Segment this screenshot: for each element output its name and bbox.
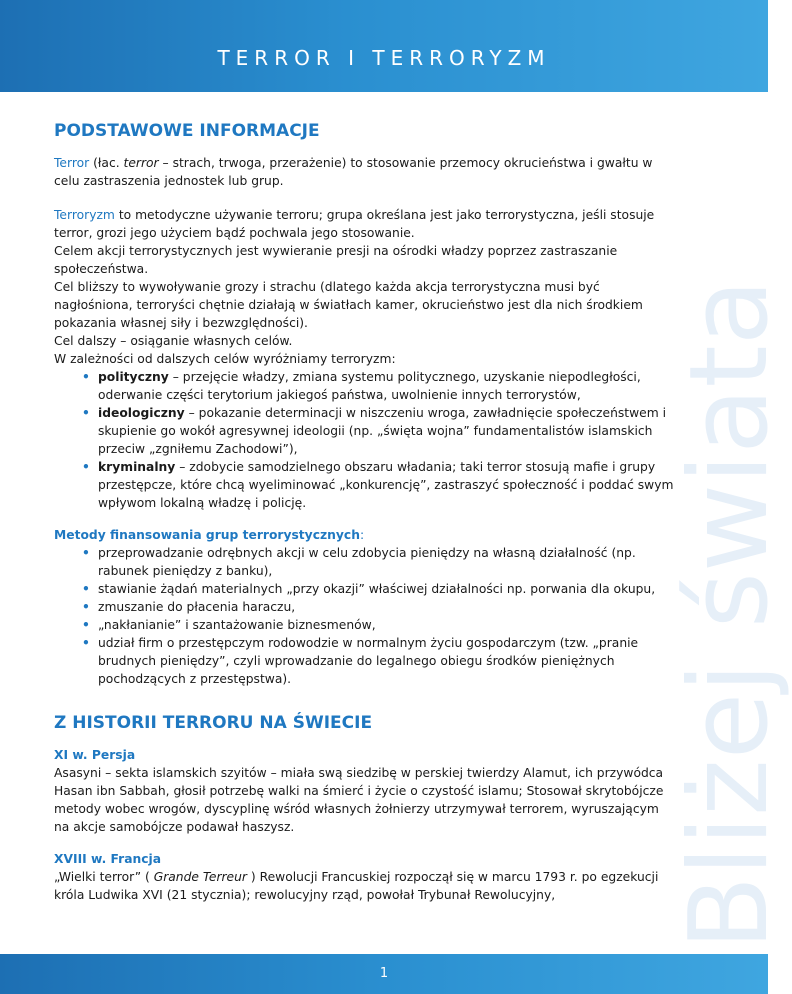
terror-latin: terror xyxy=(123,156,159,170)
financing-list xyxy=(54,544,674,688)
list-item: • polityczny – przejęcie władzy, zmiana systemu politycznego, uzyskanie niepodległości, oderwanie części terytorium jakiegoś państwa, uwolnienie innych terrorystów, xyxy=(98,368,674,404)
paragraph-terroryzm xyxy=(54,206,674,242)
list-item: • udział firm o przestępczym rodowodzie w normalnym życiu gospodarczym (tzw. „pranie brudnych pieniędzy”, czyli wprowadzanie do legalnego obiegu środków pieniężnych pochodzących z przestępstwa). xyxy=(98,634,674,688)
list-item: • stawianie żądań materialnych „przy okazji” właściwej działalności np. porwania dla okupu, xyxy=(98,580,674,598)
terror-definition: – strach, trwoga, przerażenie) to stosowanie przemocy okrucieństwa i gwałtu w celu zastraszenia jednostek lub grup. xyxy=(54,156,653,188)
page-number: 1 xyxy=(379,966,389,981)
watermark-logo: Bliżej świata xyxy=(667,279,792,950)
paragraph-far-goal: Cel dalszy – osiąganie własnych celów. xyxy=(54,334,293,348)
content xyxy=(54,120,674,904)
financing-heading: Metody finansowania grup terrorystycznych: xyxy=(54,528,365,542)
list-item: • przeprowadzanie odrębnych akcji w celu zdobycia pieniędzy na własną działalność (np. rabunek pieniędzy z banku), xyxy=(98,544,674,580)
page-title: TERROR I TERRORYZM xyxy=(217,46,551,70)
section-title-history: Z HISTORII TERRORU NA ŚWIECIE xyxy=(54,713,373,733)
terror-pre: (łac. xyxy=(93,156,124,170)
paragraph-terror xyxy=(54,154,674,190)
section-title-basics: PODSTAWOWE INFORMACJE xyxy=(54,121,320,141)
list-item: • ideologiczny – pokazanie determinacji w niszczeniu wroga, zawładnięcie społeczeństwem i skupienie go wokół agresywnej ideologii (np. „święta wojna” fundamentalistów islamskich przeciw „zgniłemu Zachodowi”), xyxy=(98,404,674,458)
list-item: • kryminalny – zdobycie samodzielnego obszaru władania; taki terror stosują mafie i grupy przestępcze, które chcą wyeliminować „konkurencję”, zastraszyć społeczność i poddać swym wpływom lokalną władzę i policję. xyxy=(98,458,674,512)
history-heading-persia: XI w. Persja xyxy=(54,748,136,762)
paragraph-near-goal: Cel bliższy to wywoływanie grozy i strachu (dlatego każda akcja terrorystyczna musi być nagłośniona, terroryści chętnie działają w światłach kamer, okrucieństwo jest dla nich środkiem pokazania własnej siły i bezwzględności). xyxy=(54,280,643,330)
term-terror: Terror xyxy=(54,156,90,170)
types-list xyxy=(54,368,674,512)
list-item: • zmuszanie do płacenia haraczu, xyxy=(98,598,674,616)
history-text-france: „Wielki terror” ( Grande Terreur ) Rewolucji Francuskiej rozpoczął się w marcu 1793 r. po egzekucji króla Ludwika XVI (21 stycznia); rewolucyjny rząd, powołał Trybunał Rewolucyjny, xyxy=(54,870,659,902)
history-text-persia: Asasyni – sekta islamskich szyitów – miała swą siedzibę w perskiej twierdzy Alamut, ich przywódca Hasan ibn Sabbah, głosił potrzebę walki na śmierć i życie o czystość islamu; Stosował skrytobójcze metody wobec wrogów, dyscyplinę wśród własnych żołnierzy utrzymywał terrorem, wyruszającym na akcje samobójcze podawał haszysz. xyxy=(54,766,664,834)
term-terroryzm: Terroryzm xyxy=(54,208,115,222)
history-heading-france: XVIII w. Francja xyxy=(54,852,162,866)
list-item: • „nakłanianie” i szantażowanie biznesmenów, xyxy=(98,616,674,634)
terroryzm-definition: to metodyczne używanie terroru; grupa określana jest jako terrorystyczna, jeśli stosuje terror, grozi jego użyciem bądź pochwala jego stosowanie. xyxy=(54,208,655,240)
paragraph-types-intro: W zależności od dalszych celów wyróżniamy terroryzm: xyxy=(54,352,396,366)
paragraph-goal: Celem akcji terrorystycznych jest wywieranie presji na ośrodki władzy poprzez zastraszanie społeczeństwa. xyxy=(54,244,618,276)
